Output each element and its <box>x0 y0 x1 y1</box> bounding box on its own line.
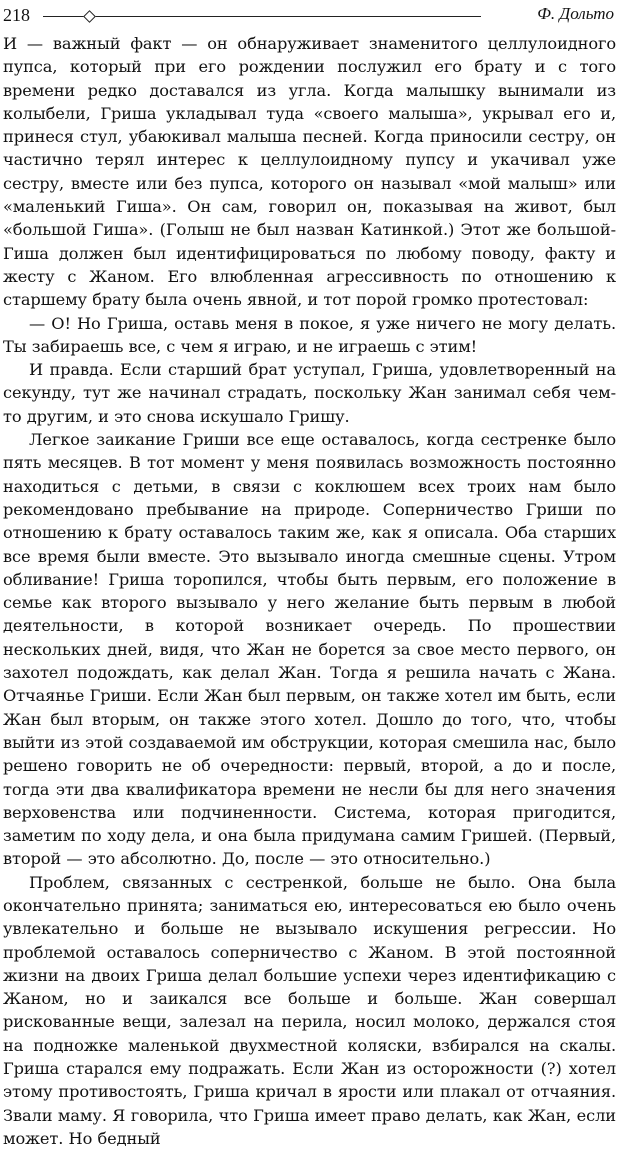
body-text <box>3 32 616 1150</box>
diamond-ornament-icon <box>83 10 96 23</box>
paragraph: И — важный факт — он обнаруживает знаменитого целлулоидного пупса, который при его рождении послужил его брату и с того времени редко доставался из угла. Когда малышку вынимали из колыбели, Гриша укладывал туда «своего малыша», укрывал его и, принеся стул, убаюкивал малыша песней. Когда приносили сестру, он частично терял интерес к целлулоидному пупсу и укачивал уже сестру, вместе или без пупса, которого он называл «мой малыш» или «маленький Гиша». Он сам, говорил он, показывая на живот, был «большой Гиша». (Голыш не был назван Катинкой.) Этот же большой-Гиша должен был идентифицироваться по любому поводу, факту и жесту с Жаном. Его влюбленная агрессивность по отношению к старшему брату была очень явной, и тот порой громко протестовал: <box>3 34 616 310</box>
paragraph: Проблем, связанных с сестренкой, больше не было. Она была окончательно принята; заниматься ею, интересоваться ею было очень увлекательно и больше не вызывало искушения регрессии. Но проблемой оставалось соперничество с Жаном. В этой постоянной жизни на двоих Гриша делал большие успехи через идентификацию с Жаном, но и заикался все больше и больше. Жан совершал рискованные вещи, залезал на перила, носил молоко, держался стоя на подножке маленькой двухместной коляски, взбирался на скалы. Гриша старался ему подражать. Если Жан из осторожности (?) хотел этому противостоять, Гриша кричал в ярости или плакал от отчаяния. Звали маму. Я говорила, что Гриша имеет право делать, как Жан, если может. Но бедный <box>3 872 616 1148</box>
paragraph: — О! Но Гриша, оставь меня в покое, я уже ничего не могу делать. Ты забираешь все, с чем я играю, и не играешь с этим! <box>3 313 616 356</box>
page-header <box>3 0 616 32</box>
paragraph: Легкое заикание Гриши все еще оставалось, когда сестренке было пять месяцев. В тот момент у меня появилась возможность постоянно находиться с детьми, в связи с коклюшем всех троих нам было рекомендовано пребывание на природе. Соперничество Гриши по отношению к брату оставалось таким же, как я описала. Оба старших все время были вместе. Это вызывало иногда смешные сцены. Утром обливание! Гриша торопился, чтобы быть первым, его положение в семье как второго вызывало у него желание быть первым в любой деятельности, в которой возникает очередь. По прошествии нескольких дней, видя, что Жан не борется за свое место первого, он захотел подождать, как делал Жан. Тогда я решила начать с Жана. Отчаянье Гриши. Если Жан был первым, он также хотел им быть, если Жан был вторым, он также этого хотел. Дошло до того, что, чтобы выйти из этой создаваемой им обструкции, которая смешила нас, было решено говорить не об очередности: первый, второй, а до и после, тогда эти два квалификатора времени не несли бы для него значения верховенства или подчиненности. Система, которая пригодится, заметим по ходу дела, и она была придумана самим Гришей. (Первый, второй — это абсолютно. До, после — это относительно.) <box>3 430 616 869</box>
header-rule <box>43 16 481 17</box>
page-number: 218 <box>3 5 30 25</box>
paragraph: И правда. Если старший брат уступал, Гриша, удовлетворенный на секунду, тут же начинал страдать, поскольку Жан занимал себя чем-то другим, и это снова искушало Гришу. <box>3 360 616 426</box>
running-head: Ф. Дольто <box>537 4 614 23</box>
